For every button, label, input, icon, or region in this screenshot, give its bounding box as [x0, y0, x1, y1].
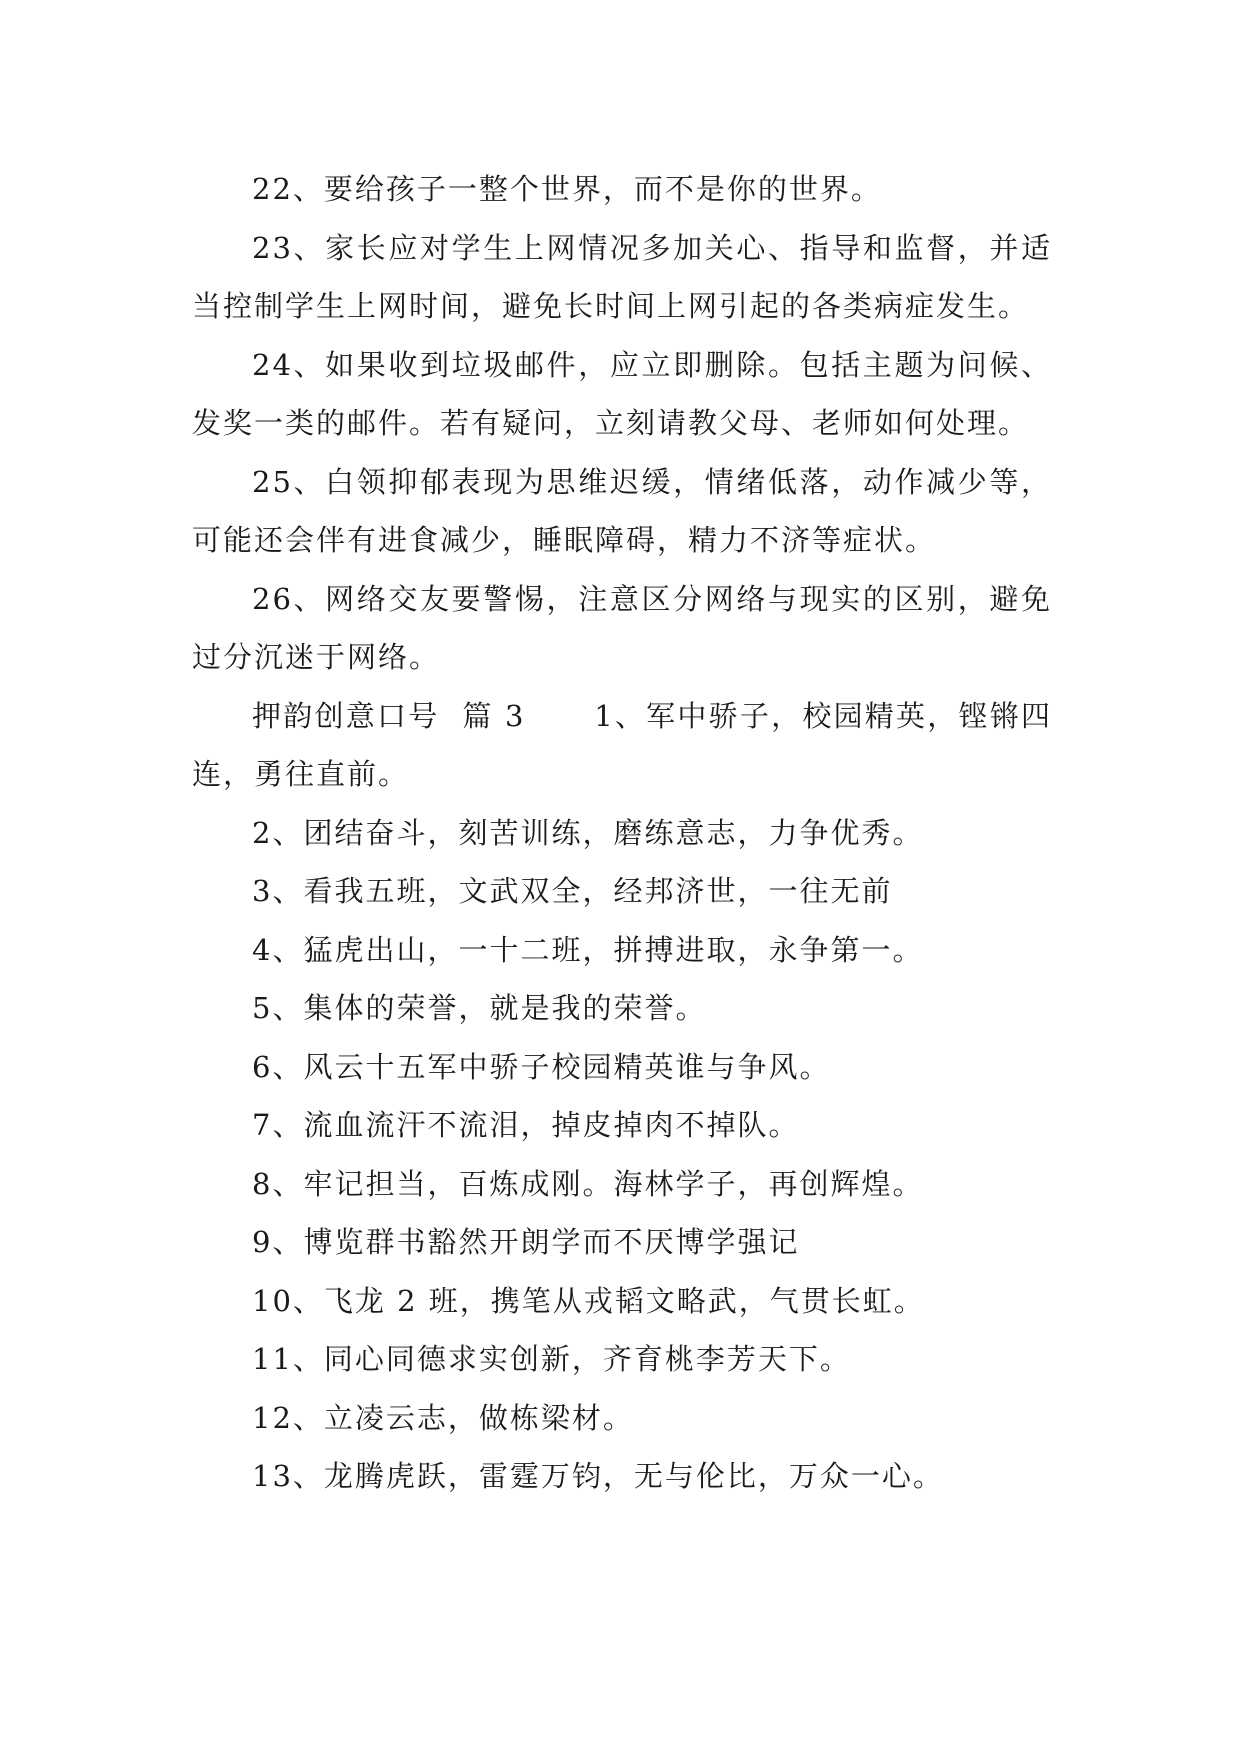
paragraph-23: 23、家长应对学生上网情况多加关心、指导和监督，并适当控制学生上网时间，避免长时间上网引起的各类病症发生。 [192, 230, 1052, 323]
slogan-8: 8、牢记担当，百炼成刚。海林学子，再创辉煌。 [252, 1166, 924, 1201]
slogan-7: 7、流血流汗不流泪，掉皮掉肉不掉队。 [252, 1108, 800, 1142]
slogan-9: 9、博览群书豁然开朗学而不厌博学强记 [252, 1225, 800, 1259]
document-page [192, 160, 1052, 1506]
slogan-13: 13、龙腾虎跃，雷霆万钧，无与伦比，万众一心。 [252, 1459, 944, 1493]
paragraph-25: 25、白领抑郁表现为思维迟缓，情绪低落，动作减少等，可能还会伴有进食减少，睡眠障碍，精力不济等症状。 [192, 464, 1052, 557]
slogan-11: 11、同心同德求实创新，齐育桃李芳天下。 [252, 1342, 851, 1376]
slogan-4: 4、猛虎出山，一十二班，拼搏进取，永争第一。 [252, 932, 924, 967]
paragraph-26: 26、网络交友要警惕，注意区分网络与现实的区别，避免过分沉迷于网络。 [192, 581, 1052, 674]
slogan-3: 3、看我五班，文武双全，经邦济世，一往无前 [252, 874, 893, 908]
slogan-5: 5、集体的荣誉，就是我的荣誉。 [252, 991, 707, 1025]
slogan-12: 12、立凌云志，做栋梁材。 [252, 1400, 634, 1435]
paragraph-24: 24、如果收到垃圾邮件，应立即删除。包括主题为问候、发奖一类的邮件。若有疑问，立刻请教父母、老师如何处理。 [192, 347, 1052, 440]
slogan-10: 10、飞龙 2 班，携笔从戎韬文略武，气贯长虹。 [252, 1283, 925, 1318]
paragraph-22: 22、要给孩子一整个世界，而不是你的世界。 [252, 172, 882, 206]
section-heading-slogans: 押韵创意口号 篇 3 1、军中骄子，校园精英，铿锵四连，勇往直前。 [192, 698, 1052, 791]
slogan-6: 6、风云十五军中骄子校园精英谁与争风。 [252, 1049, 831, 1084]
slogan-2: 2、团结奋斗，刻苦训练，磨练意志，力争优秀。 [252, 815, 924, 850]
